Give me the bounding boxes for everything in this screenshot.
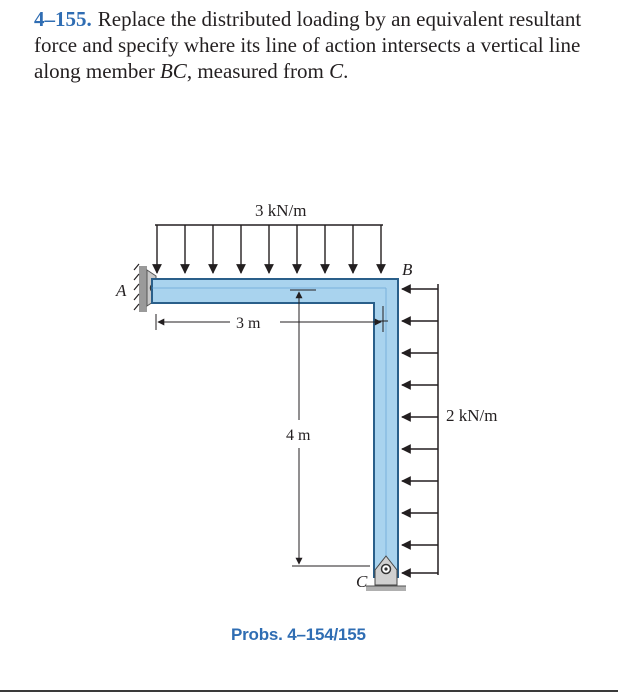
label-top-load: 3 kN/m [255, 201, 307, 220]
problem-member: BC [159, 59, 187, 83]
figure-caption: Probs. 4–154/155 [231, 625, 366, 644]
side-distributed-load [402, 284, 438, 575]
problem-text-1: Replace the distributed loading by an equivalent resultant force and specify where its line of action intersects a vertical line along member [34, 7, 582, 83]
problem-point: C [329, 59, 344, 83]
label-side-load: 2 kN/m [446, 406, 498, 425]
bottom-divider [0, 690, 618, 692]
frame-member-abc [152, 279, 398, 577]
problem-text-3: . [343, 59, 349, 83]
label-point-b: B [402, 260, 413, 279]
label-point-a: A [116, 281, 127, 300]
problem-text-2: , measured from [186, 59, 330, 83]
dimension-horizontal [156, 306, 388, 332]
support-c [366, 556, 406, 591]
top-distributed-load [155, 225, 383, 273]
label-point-c: C [356, 572, 368, 591]
problem-number: 4–155. [34, 7, 92, 31]
label-dim-vertical: 4 m [286, 427, 311, 444]
label-dim-horizontal: 3 m [236, 315, 261, 332]
